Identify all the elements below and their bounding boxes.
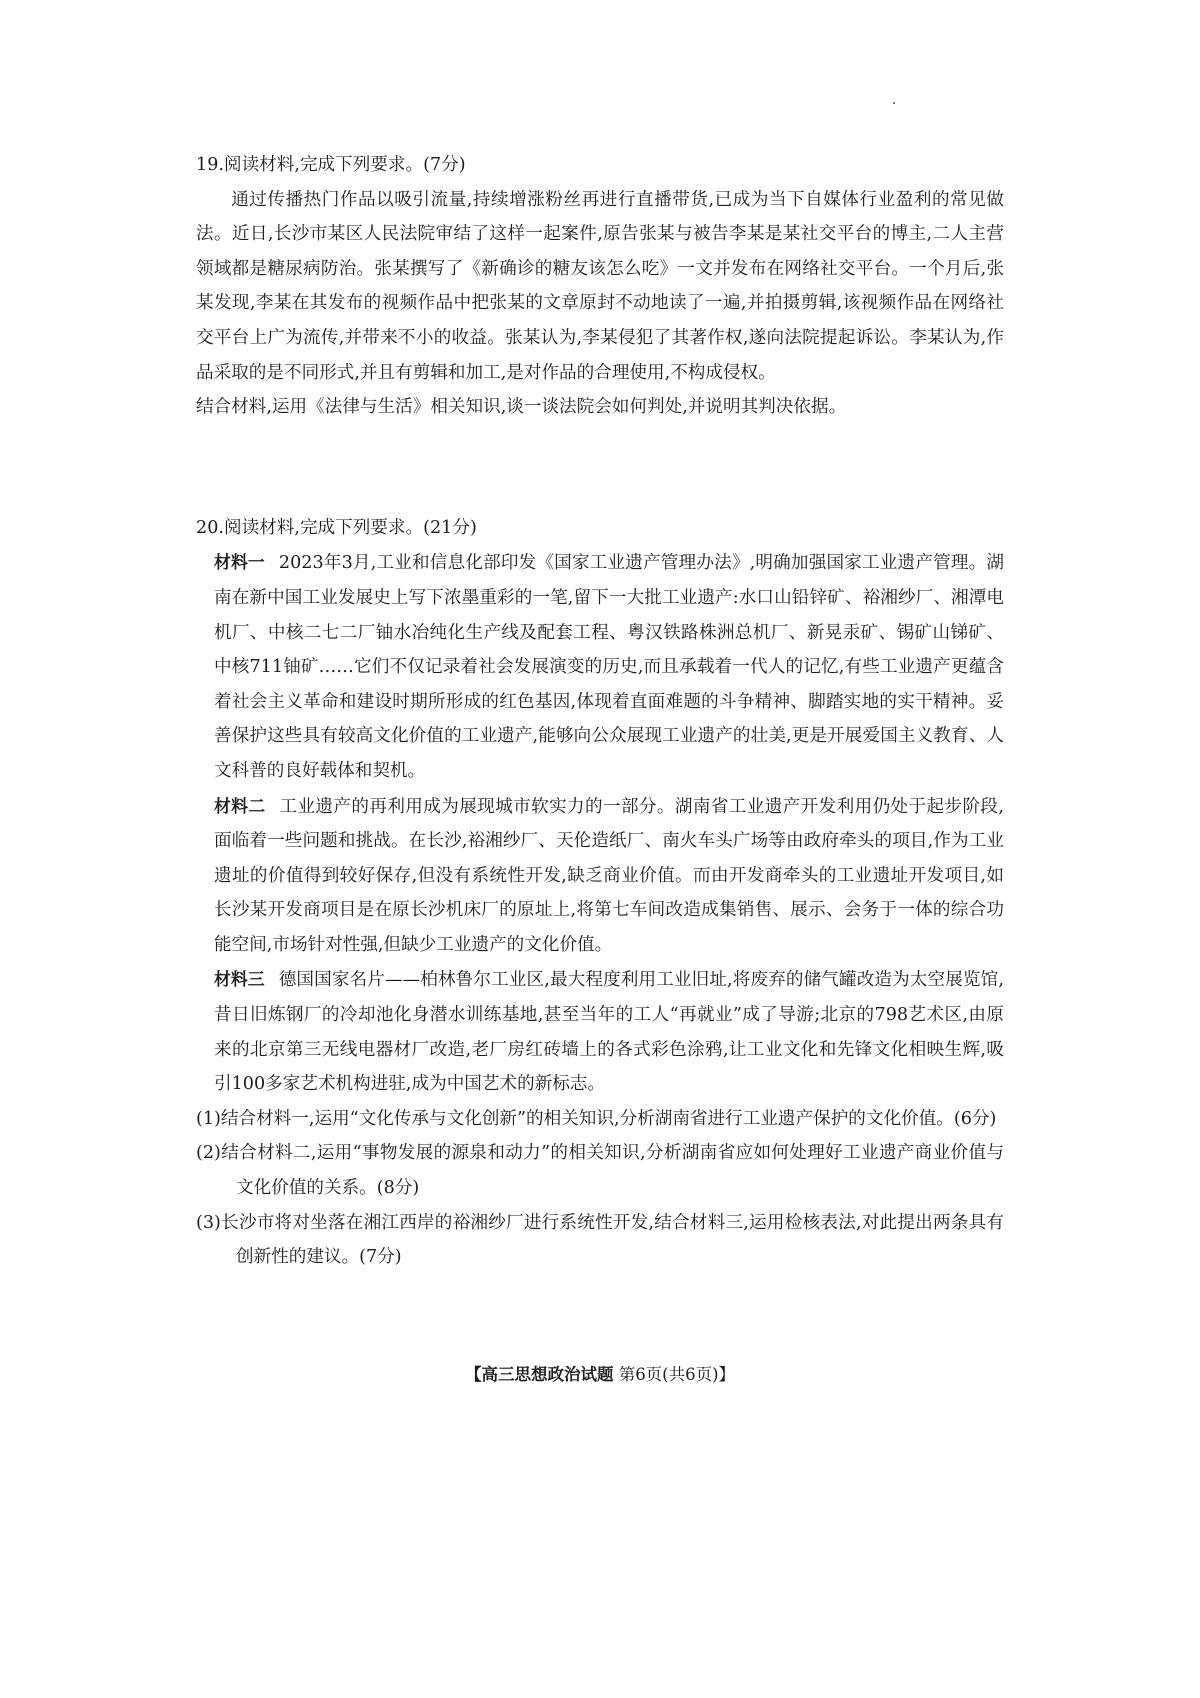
subquestion-3: (3)长沙市将对坐落在湘江西岸的裕湘纱厂进行系统性开发,结合材料三,运用检核表法,对此提出两条具有创新性的建议。(7分): [196, 1212, 1004, 1268]
footer-page-info: 第6页(共6页)】: [618, 1365, 736, 1384]
question-20: [196, 511, 1004, 1275]
material-1: [196, 545, 1004, 788]
material-3-text: 德国国家名片——柏林鲁尔工业区,最大程度利用工业旧址,将废弃的储气罐改造为太空展览馆,昔日旧炼钢厂的冷却池化身潜水训练基地,甚至当年的工人“再就业”成了导游;北京的798艺术区,由原来的北京第三无线电器材厂改造,老厂房红砖墙上的各式彩色涂鸦,让工业文化和先锋文化相映生辉,吸引100多家艺术机构进驻,成为中国艺术的新标志。: [214, 970, 1004, 1095]
subquestion-1: (1)结合材料一,运用“文化传承与文化创新”的相关知识,分析湖南省进行工业遗产保护的文化价值。(6分): [196, 1108, 997, 1129]
page-content: [196, 148, 1004, 1275]
material-1-label: 材料一: [214, 552, 265, 573]
material-2-label: 材料二: [214, 795, 266, 816]
page-footer: [0, 1361, 1200, 1385]
question-19-material: 通过传播热门作品以吸引流量,持续增涨粉丝再进行直播带货,已成为当下自媒体行业盈利的常见做法。近日,长沙市某区人民法院审结了这样一起案件,原告张某与被告李某是某社交平台的博主,二人主营领域都是糖尿病防治。张某撰写了《新确诊的糖友该怎么吃》一文并发布在网络社交平台。一个月后,张某发现,李某在其发布的视频作品中把张某的文章原封不动地读了一遍,并拍摄剪辑,该视频作品在网络社交平台上广为流传,并带来不小的收益。张某认为,李某侵犯了其著作权,遂向法院提起诉讼。李某认为,作品采取的是不同形式,并且有剪辑和加工,是对作品的合理使用,不构成侵权。: [196, 189, 1004, 383]
question-19-title: 19.阅读材料,完成下列要求。(7分): [196, 155, 466, 175]
material-2-text: 工业遗产的再利用成为展现城市软实力的一部分。湖南省工业遗产开发利用仍处于起步阶段,面临着一些问题和挑战。在长沙,裕湘纱厂、天伦造纸厂、南火车头广场等由政府牵头的项目,作为工业遗址的价值得到较好保存,但没有系统性开发,缺乏商业价值。而由开发商牵头的工业遗址开发项目,如长沙某开发商项目是在原长沙机床厂的原址上,将第七车间改造成集销售、展示、会务于一体的综合功能空间,市场针对性强,但缺少工业遗产的文化价值。: [214, 796, 1004, 955]
question-19: [196, 148, 1004, 425]
footer-exam-title: 【高三思想政治试题: [464, 1365, 614, 1384]
material-2: [196, 789, 1004, 963]
question-19-task: 结合材料,运用《法律与生活》相关知识,谈一谈法院会如何判处,并说明其判决依据。: [196, 397, 847, 418]
scan-speck: [893, 102, 895, 104]
material-3: [196, 962, 1004, 1101]
answer-space: [196, 425, 1004, 511]
question-20-title: 20.阅读材料,完成下列要求。(21分): [196, 517, 477, 538]
subquestion-2: (2)结合材料二,运用“事物发展的源泉和动力”的相关知识,分析湖南省应如何处理好工业遗产商业价值与文化价值的关系。(8分): [196, 1143, 1004, 1199]
material-1-text: 2023年3月,工业和信息化部印发《国家工业遗产管理办法》,明确加强国家工业遗产管理。湖南在新中国工业发展史上写下浓墨重彩的一笔,留下一大批工业遗产:水口山铅锌矿、裕湘纱厂、湘潭电机厂、中核二七二厂铀水冶纯化生产线及配套工程、粤汉铁路株洲总机厂、新晃汞矿、锡矿山锑矿、中核711铀矿……它们不仅记录着社会发展演变的历史,而且承载着一代人的记忆,有些工业遗产更蕴含着社会主义革命和建设时期所形成的红色基因,体现着直面难题的斗争精神、脚踏实地的实干精神。妥善保护这些具有较高文化价值的工业遗产,能够向公众展现工业遗产的壮美,更是开展爱国主义教育、人文科普的良好载体和契机。: [214, 553, 1004, 781]
material-3-label: 材料三: [214, 969, 265, 990]
